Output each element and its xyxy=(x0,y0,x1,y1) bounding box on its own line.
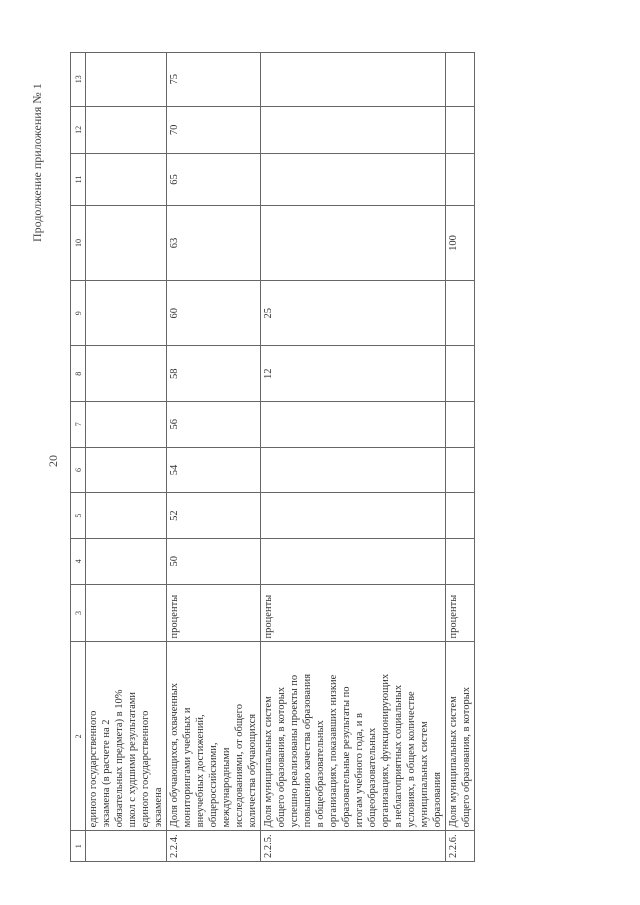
description-line: успешно реализованы проекты по xyxy=(289,674,300,828)
col-header-9: 9 xyxy=(71,281,86,346)
row-code: 2.2.4. xyxy=(167,831,261,862)
page-number: 20 xyxy=(46,455,60,467)
col-header-2: 2 xyxy=(71,642,86,831)
description-line: международными xyxy=(221,747,232,828)
col-header-12: 12 xyxy=(71,106,86,154)
description-line: повышению качества образования xyxy=(302,673,313,828)
value-cell: 63 xyxy=(167,205,261,280)
description-line: общего образования, в которых xyxy=(276,686,287,828)
description-line: обязательных предмета) в 10% xyxy=(114,689,125,828)
description-line: образования xyxy=(432,771,443,828)
value-cell xyxy=(86,205,167,280)
col-header-5: 5 xyxy=(71,493,86,539)
appendix-label: Продолжение приложения № 1 xyxy=(30,83,44,242)
description-line: организациях, показавших низкие xyxy=(328,674,339,828)
description-line: количества обучающихся xyxy=(247,713,258,828)
col-header-1: 1 xyxy=(71,831,86,862)
header-row xyxy=(71,53,86,862)
description-line: в неблагоприятных социальных xyxy=(393,684,404,828)
value-cell xyxy=(446,154,475,206)
value-cell xyxy=(86,346,167,402)
description-line: мониторингами учебных и xyxy=(182,707,193,828)
value-cell xyxy=(446,493,475,539)
row-description xyxy=(167,642,261,831)
value-cell: 12 xyxy=(261,346,446,402)
row-unit: проценты xyxy=(167,584,261,642)
value-cell xyxy=(86,447,167,493)
row-code xyxy=(86,831,167,862)
col-header-6: 6 xyxy=(71,447,86,493)
table-row xyxy=(167,53,261,862)
description-line: школ с худшими результатами xyxy=(127,691,138,828)
value-cell xyxy=(86,401,167,447)
description-line: муниципальных систем xyxy=(419,721,430,828)
value-cell xyxy=(261,154,446,206)
value-cell xyxy=(446,106,475,154)
value-cell: 65 xyxy=(167,154,261,206)
row-unit: проценты xyxy=(446,584,475,642)
value-cell xyxy=(261,106,446,154)
value-cell xyxy=(86,538,167,584)
description-line: экзамена (в расчете на 2 xyxy=(101,719,112,828)
value-cell xyxy=(261,493,446,539)
value-cell: 70 xyxy=(167,106,261,154)
description-line: общего образования, в которых xyxy=(461,686,472,828)
value-cell: 75 xyxy=(167,53,261,107)
value-cell xyxy=(446,401,475,447)
description-line: организациях, функционирующих xyxy=(380,673,391,828)
description-line: условиях, в общем количестве xyxy=(406,691,417,828)
value-cell: 54 xyxy=(167,447,261,493)
col-header-7: 7 xyxy=(71,401,86,447)
value-cell xyxy=(86,106,167,154)
row-code: 2.2.6. xyxy=(446,831,475,862)
value-cell xyxy=(446,538,475,584)
value-cell: 50 xyxy=(167,538,261,584)
value-cell xyxy=(261,401,446,447)
col-header-13: 13 xyxy=(71,53,86,107)
row-description xyxy=(261,642,446,831)
description-line: общеобразовательных xyxy=(367,727,378,828)
value-cell: 52 xyxy=(167,493,261,539)
description-line: Доля обучающихся, охваченных xyxy=(169,683,180,828)
description-line: в общеобразовательных xyxy=(315,720,326,828)
value-cell xyxy=(86,53,167,107)
description-line: единого государственного xyxy=(140,710,151,828)
table-row xyxy=(446,53,475,862)
table-row xyxy=(86,53,167,862)
description-line: общероссийскими, xyxy=(208,742,219,828)
row-description xyxy=(86,642,167,831)
value-cell xyxy=(86,281,167,346)
value-cell xyxy=(261,53,446,107)
value-cell xyxy=(86,154,167,206)
description-line: исследованиями, от общего xyxy=(234,704,245,828)
description-line: экзамена xyxy=(153,787,164,828)
value-cell: 100 xyxy=(446,205,475,280)
value-cell: 25 xyxy=(261,281,446,346)
value-cell xyxy=(446,346,475,402)
value-cell: 58 xyxy=(167,346,261,402)
value-cell xyxy=(261,205,446,280)
table-body xyxy=(71,53,475,862)
value-cell: 60 xyxy=(167,281,261,346)
indicators-table xyxy=(70,52,475,862)
value-cell xyxy=(446,281,475,346)
row-code: 2.2.5. xyxy=(261,831,446,862)
value-cell xyxy=(86,493,167,539)
document-page xyxy=(30,52,610,862)
col-header-11: 11 xyxy=(71,154,86,206)
value-cell xyxy=(446,53,475,107)
value-cell xyxy=(261,447,446,493)
value-cell xyxy=(446,447,475,493)
row-unit xyxy=(86,584,167,642)
col-header-8: 8 xyxy=(71,346,86,402)
row-unit: проценты xyxy=(261,584,446,642)
col-header-10: 10 xyxy=(71,205,86,280)
description-line: итогам учебного года, и в xyxy=(354,713,365,828)
description-line: внеучебных достижений, xyxy=(195,714,206,828)
col-header-4: 4 xyxy=(71,538,86,584)
table-row xyxy=(261,53,446,862)
col-header-3: 3 xyxy=(71,584,86,642)
description-line: Доля муниципальных систем xyxy=(448,696,459,828)
value-cell xyxy=(261,538,446,584)
row-description xyxy=(446,642,475,831)
description-line: Доля муниципальных систем xyxy=(263,696,274,828)
description-line: образовательные результаты по xyxy=(341,686,352,828)
description-line: единого государственного xyxy=(88,710,99,828)
value-cell: 56 xyxy=(167,401,261,447)
